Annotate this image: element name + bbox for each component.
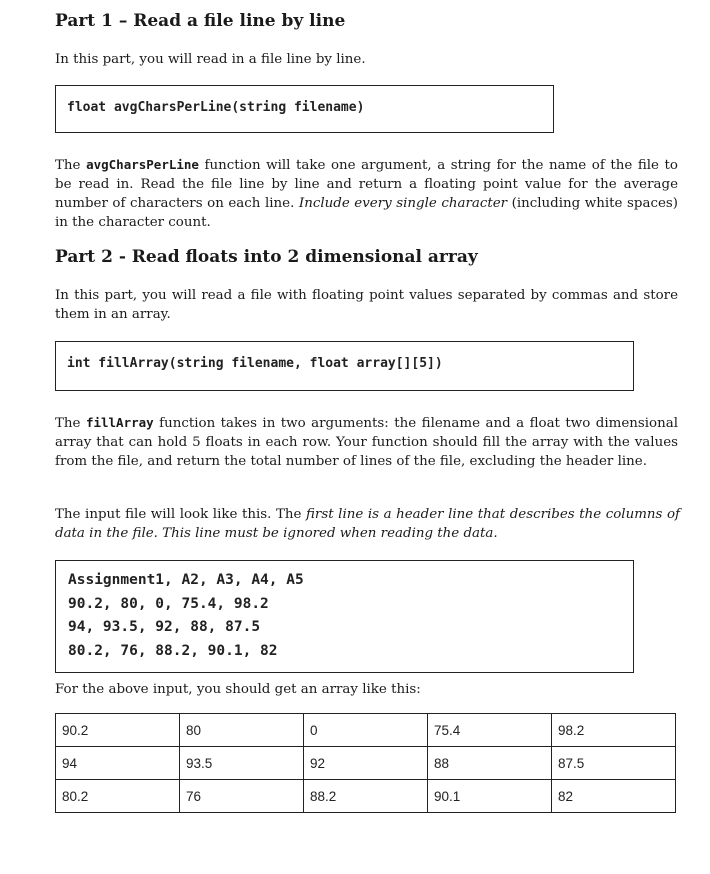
table-row: [56, 714, 676, 747]
part2-description: The fillArray function takes in two arguments: the filename and a float two dimensional array that can hold 5 floats in each row. Your function should fill the array with the values from the file, and return the total number of lines of the file, excluding the header line.: [55, 415, 678, 469]
table-row: [56, 747, 676, 780]
table-cell: 93.5: [180, 747, 304, 780]
table-cell: 87.5: [552, 747, 676, 780]
emphasis-every-character: Include every single character: [298, 196, 508, 211]
part2-intro: In this part, you will read a file with floating point values separated by commas and store them in an array.: [55, 288, 678, 322]
function-name-fillarray: fillArray: [85, 415, 154, 430]
header-line-emphasis: first line is a header line that describes the columns of data in the file. This line must be ignored when reading the data.: [55, 507, 680, 541]
file-line-header: Assignment1, A2, A3, A4, A5: [68, 572, 304, 588]
input-file-example: [55, 560, 634, 673]
table-cell: 80: [180, 714, 304, 747]
function-name-avgcharsperline: avgCharsPerLine: [86, 157, 199, 172]
table-cell: 98.2: [552, 714, 676, 747]
table-cell: 92: [304, 747, 428, 780]
fill-array-signature-box: [55, 341, 634, 391]
part2-heading: Part 2 - Read floats into 2 dimensional array: [55, 247, 478, 267]
part1-description: The avgCharsPerLine function will take one argument, a string for the name of the file to be read in. Read the file line by line and return a floating point value for the average number of characters on each line. Include every single character (including white spaces) in the character count.: [55, 157, 678, 230]
file-line-data: 94, 93.5, 92, 88, 87.5: [68, 619, 261, 635]
file-line-data: 90.2, 80, 0, 75.4, 98.2: [68, 595, 269, 612]
table-cell: 94: [56, 747, 180, 780]
file-line-data: 80.2, 76, 88.2, 90.1, 82: [68, 642, 278, 659]
table-cell: 90.2: [56, 714, 180, 747]
table-cell: 88.2: [304, 780, 428, 813]
table-cell: 82: [552, 780, 676, 813]
result-array-table: [55, 713, 676, 813]
table-cell: 80.2: [56, 780, 180, 813]
table-cell: 0: [304, 714, 428, 747]
part1-intro: In this part, you will read in a file line by line.: [55, 52, 366, 67]
input-file-note: The input file will look like this. The first line is a header line that describes the columns of data in the file. This line must be ignored when reading the data.: [55, 507, 680, 541]
table-cell: 75.4: [428, 714, 552, 747]
avg-chars-signature-box: [55, 85, 554, 133]
fill-array-signature: int fillArray(string filename, float array[][5]): [67, 356, 443, 371]
table-row: [56, 780, 676, 813]
table-cell: 90.1: [428, 780, 552, 813]
table-cell: 76: [180, 780, 304, 813]
table-cell: 88: [428, 747, 552, 780]
array-intro: For the above input, you should get an array like this:: [55, 682, 421, 697]
part1-heading: Part 1 – Read a file line by line: [55, 11, 346, 31]
avg-chars-signature: float avgCharsPerLine(string filename): [67, 100, 365, 115]
